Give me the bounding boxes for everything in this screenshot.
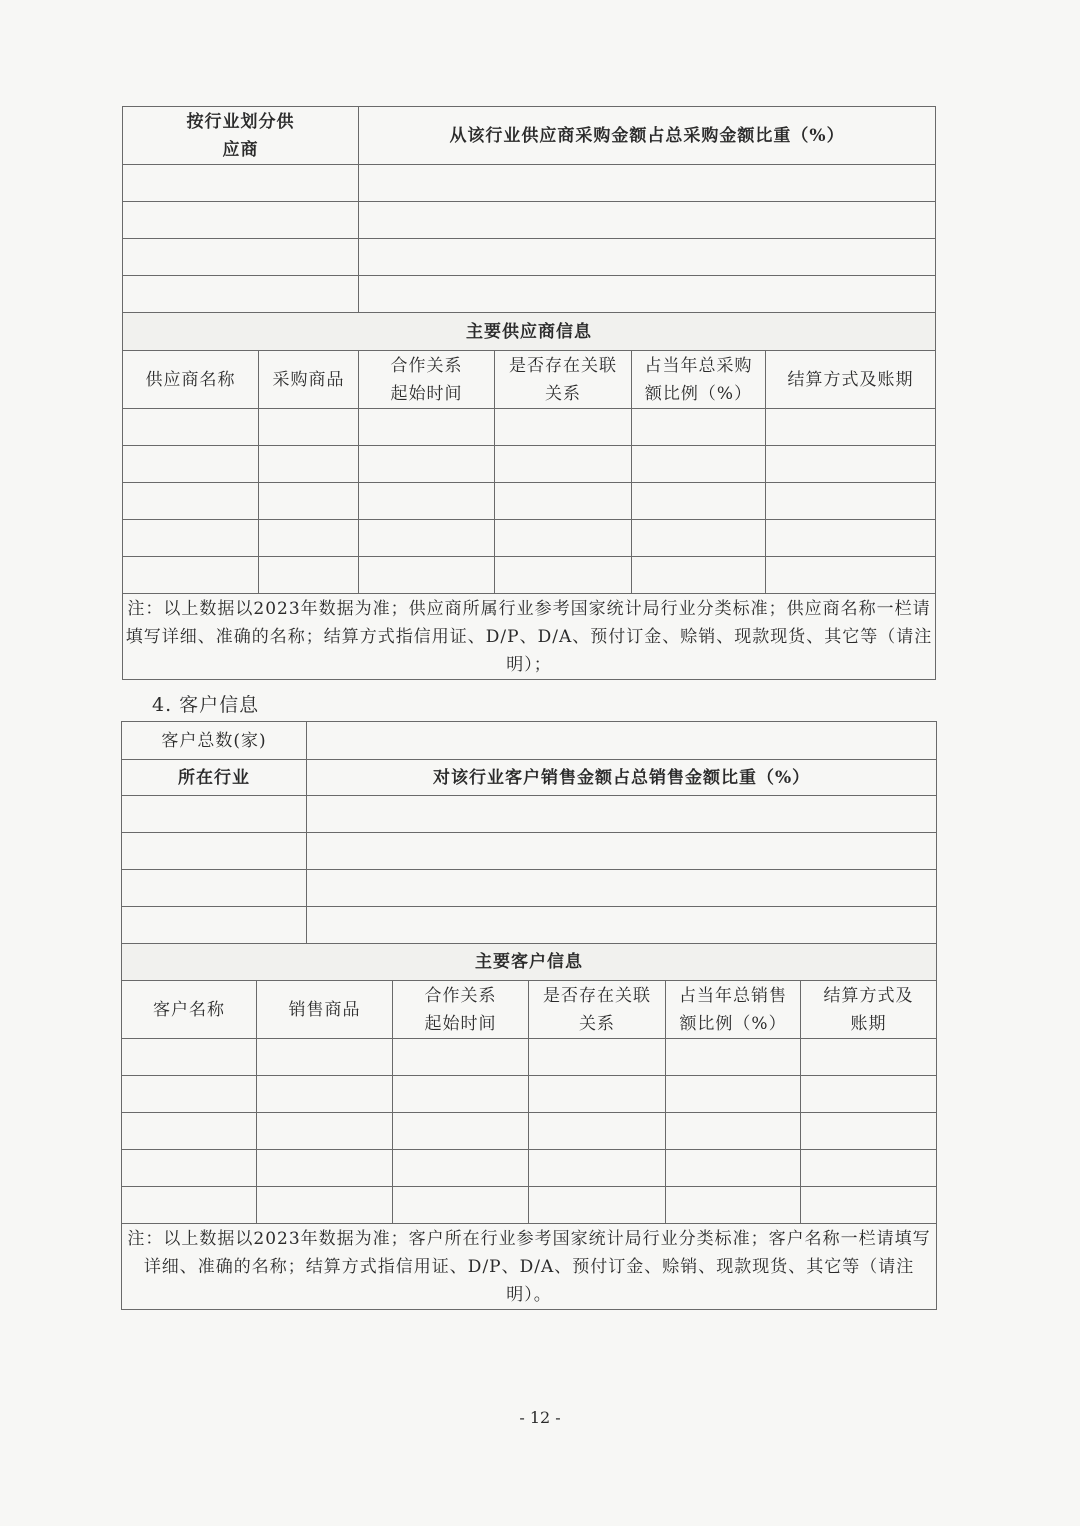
customer-ratio-header: 对该行业客户销售金额占总销售金额比重（%）	[307, 760, 937, 796]
table-cell[interactable]	[123, 557, 259, 594]
table-cell[interactable]	[529, 1187, 666, 1224]
table-cell[interactable]	[766, 557, 936, 594]
page-number: - 12 -	[519, 1408, 561, 1427]
table-cell[interactable]	[393, 1187, 529, 1224]
customer-ratio-cell[interactable]	[307, 907, 937, 944]
table-cell[interactable]	[529, 1039, 666, 1076]
main-customers-title: 主要客户信息	[122, 944, 937, 981]
table-cell[interactable]	[766, 409, 936, 446]
table-cell[interactable]	[495, 483, 632, 520]
table-cell[interactable]	[666, 1076, 801, 1113]
table-cell[interactable]	[122, 1039, 257, 1076]
table-cell[interactable]	[632, 483, 766, 520]
table-cell[interactable]	[801, 1187, 937, 1224]
col-related-party: 是否存在关联关系	[495, 351, 632, 409]
table-cell[interactable]	[393, 1039, 529, 1076]
customer-note: 注：以上数据以2023年数据为准；客户所在行业参考国家统计局行业分类标准；客户名称一栏请填写详细、准确的名称；结算方式指信用证、D/P、D/A、预付订金、赊销、现款现货、其它等（请注明）。	[122, 1224, 937, 1310]
table-cell[interactable]	[123, 483, 259, 520]
customer-industry-cell[interactable]	[122, 907, 307, 944]
supplier-industry-cell[interactable]	[123, 165, 359, 202]
table-cell[interactable]	[123, 446, 259, 483]
table-cell[interactable]	[122, 1187, 257, 1224]
table-cell[interactable]	[801, 1150, 937, 1187]
customer-table	[121, 721, 936, 1310]
customer-total-value[interactable]	[307, 722, 937, 760]
col-customer-name: 客户名称	[122, 981, 257, 1039]
table-cell[interactable]	[257, 1076, 393, 1113]
table-cell[interactable]	[801, 1039, 937, 1076]
table-cell[interactable]	[632, 520, 766, 557]
customer-section-heading: 4. 客户信息	[152, 694, 260, 716]
table-cell[interactable]	[801, 1076, 937, 1113]
customer-total-label: 客户总数(家)	[122, 722, 307, 760]
supplier-ratio-header: 从该行业供应商采购金额占总采购金额比重（%）	[359, 107, 936, 165]
col-settlement: 结算方式及账期	[766, 351, 936, 409]
supplier-industry-header: 按行业划分供应商	[123, 107, 359, 165]
table-cell[interactable]	[495, 557, 632, 594]
table-cell[interactable]	[495, 409, 632, 446]
supplier-ratio-cell[interactable]	[359, 239, 936, 276]
table-cell[interactable]	[122, 1150, 257, 1187]
table-cell[interactable]	[393, 1113, 529, 1150]
table-cell[interactable]	[666, 1187, 801, 1224]
table-cell[interactable]	[257, 1039, 393, 1076]
table-cell[interactable]	[529, 1113, 666, 1150]
supplier-note: 注：以上数据以2023年数据为准；供应商所属行业参考国家统计局行业分类标准；供应商名称一栏请填写详细、准确的名称；结算方式指信用证、D/P、D/A、预付订金、赊销、现款现货、其它等（请注明）；	[123, 594, 936, 680]
col-sales-ratio: 占当年总销售额比例（%）	[666, 981, 801, 1039]
table-cell[interactable]	[359, 409, 495, 446]
col-settlement: 结算方式及账期	[801, 981, 937, 1039]
table-cell[interactable]	[632, 446, 766, 483]
col-related-party: 是否存在关联关系	[529, 981, 666, 1039]
table-cell[interactable]	[257, 1187, 393, 1224]
table-cell[interactable]	[666, 1113, 801, 1150]
customer-industry-header: 所在行业	[122, 760, 307, 796]
supplier-ratio-cell[interactable]	[359, 276, 936, 313]
customer-ratio-cell[interactable]	[307, 870, 937, 907]
table-cell[interactable]	[495, 520, 632, 557]
table-cell[interactable]	[766, 483, 936, 520]
col-cooperation-start: 合作关系起始时间	[359, 351, 495, 409]
table-cell[interactable]	[259, 520, 359, 557]
customer-ratio-cell[interactable]	[307, 833, 937, 870]
table-cell[interactable]	[122, 1076, 257, 1113]
table-cell[interactable]	[529, 1076, 666, 1113]
table-cell[interactable]	[122, 1113, 257, 1150]
supplier-industry-cell[interactable]	[123, 202, 359, 239]
table-cell[interactable]	[359, 483, 495, 520]
table-cell[interactable]	[529, 1150, 666, 1187]
customer-industry-cell[interactable]	[122, 833, 307, 870]
supplier-ratio-cell[interactable]	[359, 202, 936, 239]
col-purchase-ratio: 占当年总采购额比例（%）	[632, 351, 766, 409]
table-cell[interactable]	[359, 557, 495, 594]
table-cell[interactable]	[259, 409, 359, 446]
supplier-table	[122, 106, 935, 680]
customer-industry-cell[interactable]	[122, 796, 307, 833]
supplier-industry-cell[interactable]	[123, 239, 359, 276]
table-cell[interactable]	[766, 446, 936, 483]
table-cell[interactable]	[259, 483, 359, 520]
col-cooperation-start: 合作关系起始时间	[393, 981, 529, 1039]
table-cell[interactable]	[257, 1113, 393, 1150]
main-suppliers-title: 主要供应商信息	[123, 313, 936, 351]
customer-industry-cell[interactable]	[122, 870, 307, 907]
table-cell[interactable]	[766, 520, 936, 557]
col-supplier-name: 供应商名称	[123, 351, 259, 409]
supplier-ratio-cell[interactable]	[359, 165, 936, 202]
table-cell[interactable]	[123, 520, 259, 557]
col-sold-goods: 销售商品	[257, 981, 393, 1039]
table-cell[interactable]	[359, 446, 495, 483]
supplier-industry-cell[interactable]	[123, 276, 359, 313]
table-cell[interactable]	[259, 557, 359, 594]
table-cell[interactable]	[801, 1113, 937, 1150]
table-cell[interactable]	[257, 1150, 393, 1187]
table-cell[interactable]	[259, 446, 359, 483]
table-cell[interactable]	[359, 520, 495, 557]
col-purchased-goods: 采购商品	[259, 351, 359, 409]
table-cell[interactable]	[666, 1150, 801, 1187]
table-cell[interactable]	[666, 1039, 801, 1076]
table-cell[interactable]	[632, 409, 766, 446]
table-cell[interactable]	[632, 557, 766, 594]
table-cell[interactable]	[393, 1150, 529, 1187]
table-cell[interactable]	[393, 1076, 529, 1113]
customer-ratio-cell[interactable]	[307, 796, 937, 833]
table-cell[interactable]	[123, 409, 259, 446]
table-cell[interactable]	[495, 446, 632, 483]
